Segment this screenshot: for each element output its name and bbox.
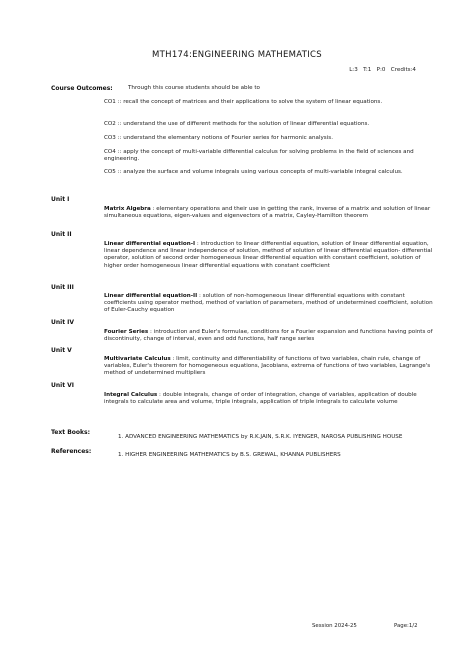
unit-content — [104, 206, 434, 220]
unit-description: : elementary operations and their use in getting the rank, inverse of a matrix and solution of linear simultaneous equations, eigen-values and eigenvectors of a matrix, Cayley-Hamilton theorem — [104, 206, 431, 220]
unit-description: : introduction to linear differential equation, solution of linear differential equation, linear dependence and linear independence of solution, method of solution of linear differential equation- differential operator, solution of second order homogeneous linear differential equation with constant coefficient, solution of higher order homogeneous linear differential equations with constant coefficient — [104, 241, 433, 269]
unit-content — [104, 241, 434, 270]
unit-description: : introduction and Euler's formulae, conditions for a Fourier expansion and functions having points of discontinuity, change of interval, even and odd functions, half range series — [104, 329, 433, 343]
unit-description: : limit, continuity and differentiability of functions of two variables, chain rule, change of variables, Euler's theorem for homogeneous equations, Jacobians, extrema of functions of two variables, Lagrange's method of undetermined multipliers — [104, 356, 431, 377]
unit-topic: Integral Calculus — [104, 392, 158, 398]
unit-topic: Multivariate Calculus — [104, 356, 171, 362]
unit-topic: Matrix Algebra — [104, 206, 151, 212]
unit-label: Unit I — [51, 196, 70, 203]
course-outcome-item: CO5 :: analyze the surface and volume integrals using various concepts of multi-variable integral calculus. — [104, 169, 403, 175]
unit-label: Unit IV — [51, 319, 75, 326]
course-outcome-item: CO2 :: understand the use of different methods for the solution of linear differential equations. — [104, 121, 370, 127]
page-number: Page:1/2 — [394, 623, 418, 629]
course-title: MTH174:ENGINEERING MATHEMATICS — [152, 50, 322, 60]
unit-content — [104, 356, 434, 378]
unit-content — [104, 293, 434, 315]
course-outcome-item: CO3 :: understand the elementary notions of Fourier series for harmonic analysis. — [104, 135, 333, 141]
unit-description: : solution of non-homogeneous linear differential equations with constant coefficients using operator method, method of variation of parameters, method of undetermined coefficient, solution of Euler-Cauchy equation — [104, 293, 433, 314]
unit-description: : double integrals, change of order of integration, change of variables, application of double integrals to calculate area and volume, triple integrals, application of triple integrals to calculate volume — [104, 392, 417, 406]
unit-label: Unit III — [51, 284, 74, 291]
unit-label: Unit V — [51, 347, 72, 354]
unit-content — [104, 329, 434, 343]
unit-label: Unit II — [51, 231, 72, 238]
course-outcomes-intro: Through this course students should be able to — [128, 85, 260, 91]
text-book-item: 1. ADVANCED ENGINEERING MATHEMATICS by R.K.JAIN, S.R.K. IYENGER, NAROSA PUBLISHING HOUSE — [118, 434, 403, 440]
unit-topic: Linear differential equation-II — [104, 293, 198, 299]
unit-label: Unit VI — [51, 382, 75, 389]
credits-line: L:3 T:1 P:0 Credits:4 — [349, 67, 416, 73]
text-books-label: Text Books: — [51, 429, 90, 436]
unit-topic: Linear differential equation-I — [104, 241, 196, 247]
unit-content — [104, 392, 434, 406]
references-label: References: — [51, 448, 92, 455]
course-outcome-item: CO4 :: apply the concept of multi-variable differential calculus for solving problems in the field of sciences and engineering. — [104, 149, 414, 163]
course-outcome-item: CO1 :: recall the concept of matrices and their applications to solve the system of linear equations. — [104, 99, 383, 105]
reference-item: 1. HIGHER ENGINEERING MATHEMATICS by B.S. GREWAL, KHANNA PUBLISHERS — [118, 452, 341, 458]
course-outcomes-label: Course Outcomes: — [51, 85, 113, 92]
unit-topic: Fourier Series — [104, 329, 149, 335]
session-text: Session 2024-25 — [312, 623, 357, 629]
